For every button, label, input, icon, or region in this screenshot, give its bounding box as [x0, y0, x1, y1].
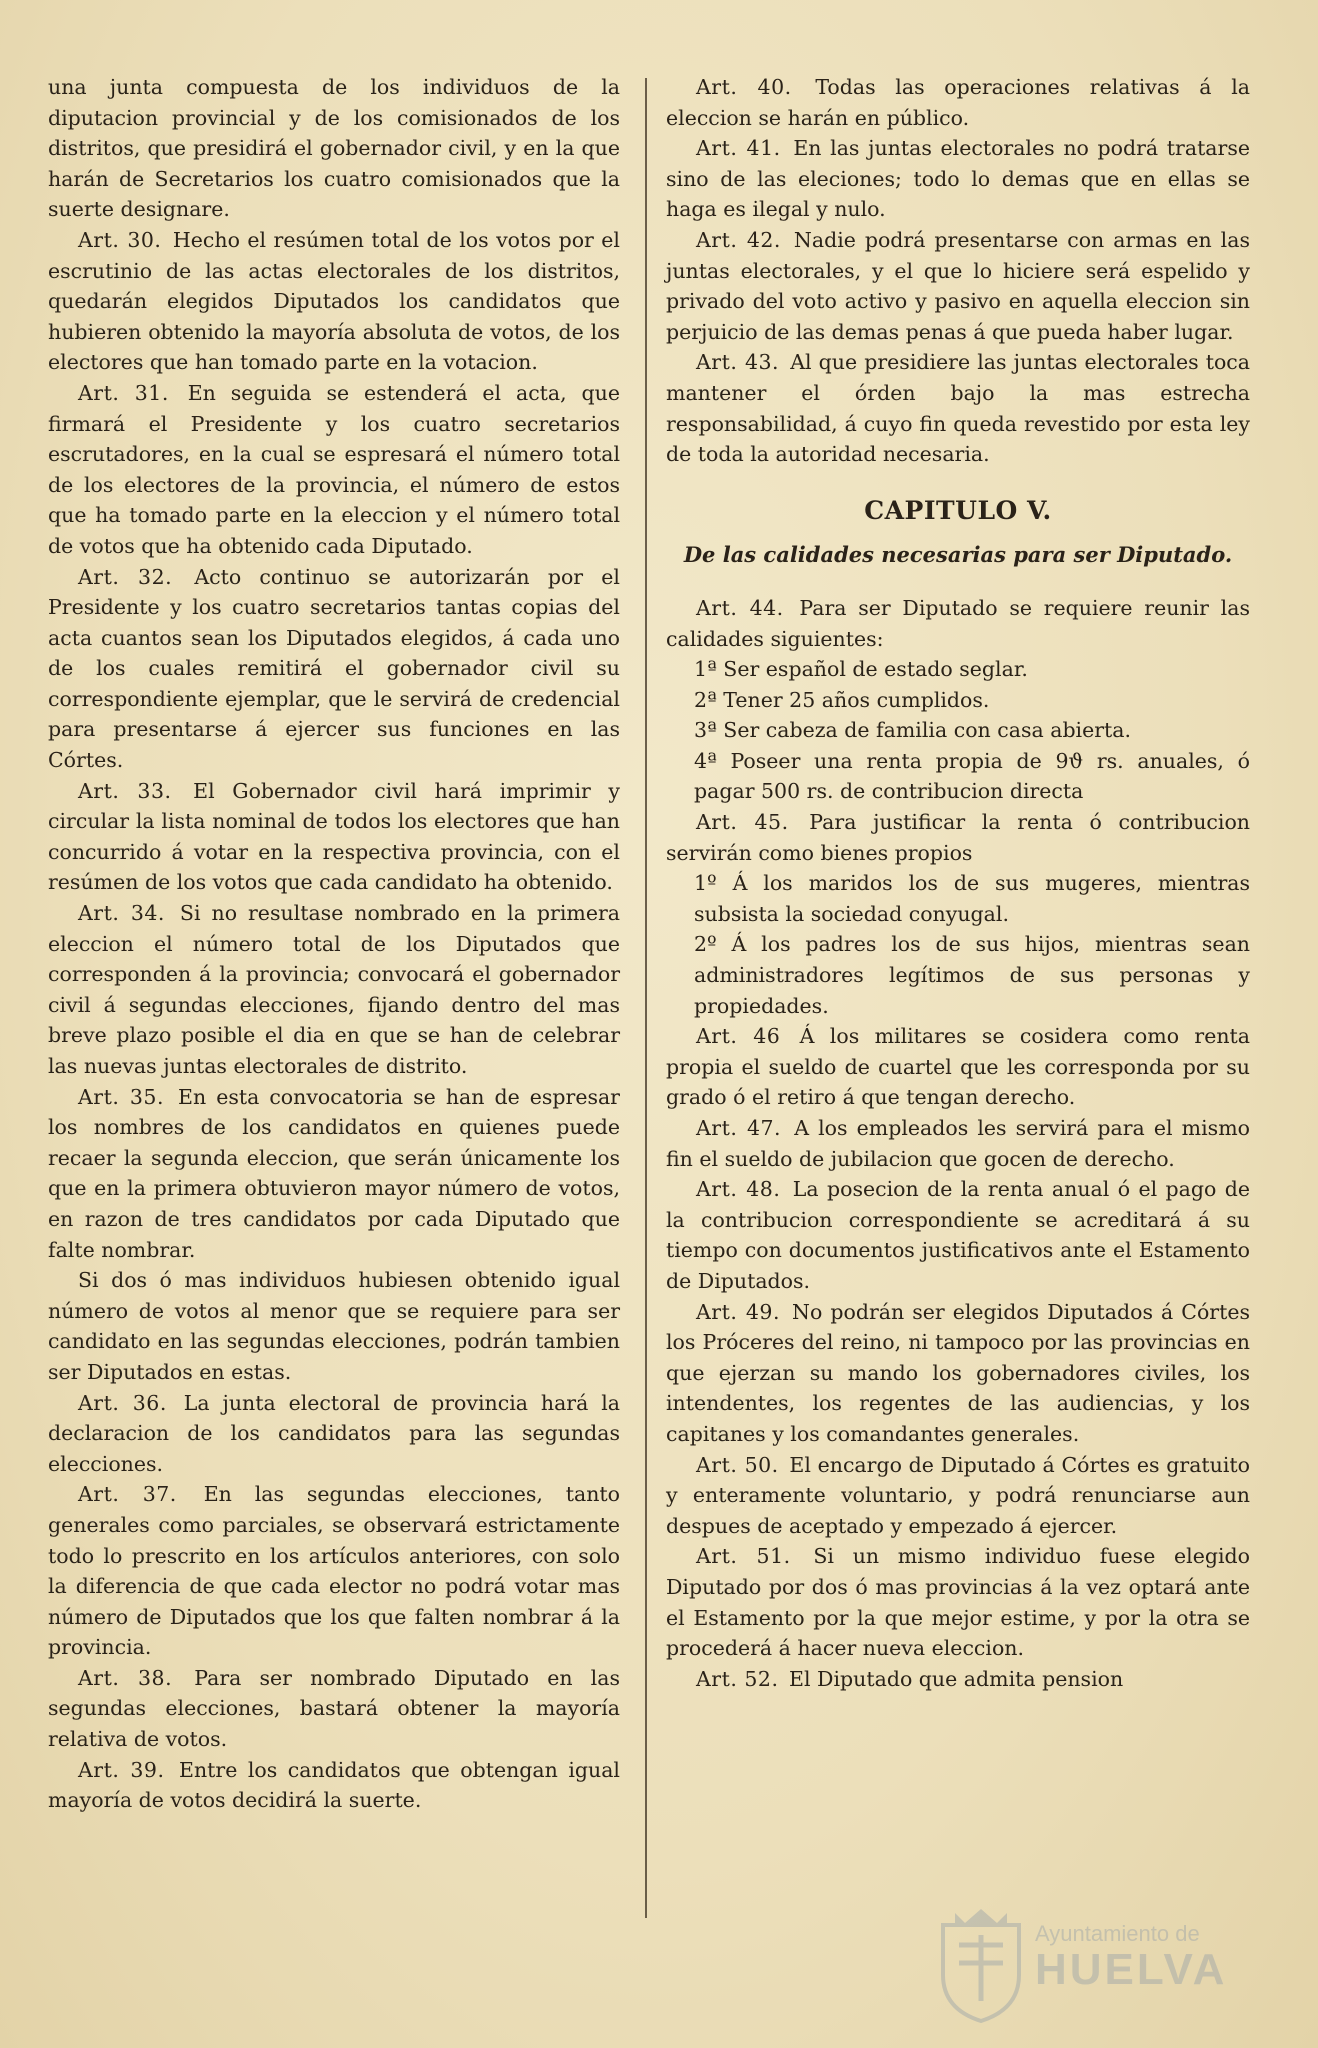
article-text: En las segundas elecciones, tanto generales como parciales, se observará estrictamente todo lo prescrito en los artículos anteriores, con solo la diferencia de que cada elector no podrá votar mas número de Diputados que los que falten nombrar á la provincia. — [48, 1482, 620, 1660]
article-49 — [666, 1297, 1250, 1450]
article-number: Art. 38. — [78, 1665, 173, 1690]
article-text: La posecion de la renta anual ó el pago de la contribucion correspondiente se acreditará á su tiempo con documentos justificativos ante el Estamento de Diputados. — [666, 1177, 1250, 1293]
article-36 — [48, 1388, 620, 1480]
article-text: En las juntas electorales no podrá tratarse sino de las eleciones; todo lo demas que en ellas se haga es ilegal y nulo. — [666, 136, 1250, 222]
paragraph-text: Si dos ó mas individuos hubiesen obtenido igual número de votos al menor que se requiere para ser candidato en las segundas elecciones, podrán tambien ser Diputados en estas. — [48, 1268, 620, 1384]
article-text: Si no resultase nombrado en la primera eleccion el número total de los Diputados que corresponden á la provincia; convocará el gobernador civil á segundas elecciones, fijando dentro del mas breve plazo posible el dia en que se han de celebrar las nuevas juntas electorales de distrito. — [48, 901, 620, 1078]
list-item: 1ª Ser español de estado seglar. — [694, 657, 1028, 682]
article-number: Art. 39. — [78, 1757, 165, 1782]
watermark — [935, 1905, 1265, 2025]
article-41 — [666, 133, 1250, 225]
article-number: Art. 46 — [696, 1024, 781, 1049]
article-39 — [48, 1755, 620, 1816]
article-34 — [48, 898, 620, 1082]
article-51 — [666, 1541, 1250, 1663]
article-text: Nadie podrá presentarse con armas en las juntas electorales, y el que lo hiciere será espelido y privado del voto activo y pasivo en aquella eleccion sin perjuicio de las demas penas á que pueda haber lugar. — [666, 227, 1250, 344]
article-text: La junta electoral de provincia hará la declaracion de los candidatos para las segundas elecciones. — [48, 1390, 620, 1476]
article-text: A los empleados les servirá para el mismo fin el sueldo de jubilacion que gocen de derecho. — [666, 1116, 1250, 1171]
article-number: Art. 51. — [696, 1544, 791, 1569]
article-number: Art. 32. — [78, 564, 173, 589]
article-number: Art. 41. — [696, 136, 781, 161]
article-52 — [666, 1664, 1250, 1695]
right-column — [666, 72, 1250, 1694]
article-text: Para ser nombrado Diputado en las segundas elecciones, bastará obtener la mayoría relativa de votos. — [48, 1665, 620, 1752]
left-column — [48, 72, 620, 1816]
article-31 — [48, 378, 620, 562]
list-item: 2ª Tener 25 años cumplidos. — [694, 687, 990, 712]
coat-of-arms-icon — [935, 1905, 1027, 2023]
watermark-text: Ayuntamiento de — [1035, 1921, 1200, 1946]
article-text: El Gobernador civil hará imprimir y circular la lista nominal de todos los electores que han concurrido á votar en la respectiva provincia, con el resúmen de los votos que cada candidato ha obtenido. — [48, 778, 620, 895]
article-number: Art. 34. — [78, 901, 165, 926]
article-text: El encargo de Diputado á Córtes es gratuito y enteramente voluntario, y podrá renunciarse aun despues de aceptado y empezado á ejercer. — [666, 1452, 1250, 1538]
list-item: 4ª Poseer una renta propia de 9ϑ rs. anuales, ó pagar 500 rs. de contribucion directa — [694, 748, 1250, 804]
article-38 — [48, 1663, 620, 1755]
article-text: Para justificar la renta ó contribucion servirán como bienes propios — [666, 810, 1250, 865]
article-42 — [666, 225, 1250, 347]
article-text: Entre los candidatos que obtengan igual mayoría de votos decidirá la suerte. — [48, 1757, 620, 1813]
article-number: Art. 52. — [696, 1666, 779, 1691]
article-46 — [666, 1021, 1250, 1113]
list-item: 2º Á los padres los de sus hijos, mientras sean administradores legítimos de sus personas y propiedades. — [694, 932, 1250, 1018]
article-35 — [48, 1082, 620, 1266]
chapter-title: CAPITULO V. — [864, 495, 1052, 525]
article-30 — [48, 225, 620, 378]
article-number: Art. 33. — [78, 778, 172, 803]
article-number: Art. 31. — [78, 380, 169, 405]
paragraph — [48, 72, 620, 225]
article-40 — [666, 72, 1250, 133]
article-number: Art. 50. — [696, 1452, 779, 1477]
watermark-city: HUELVA — [1035, 1945, 1228, 1994]
article-text: Si un mismo individuo fuese elegido Diputado por dos ó mas provincias á la vez optará ante el Estamento por la que mejor estime, y por la otra se procederá á hacer nueva eleccion. — [666, 1544, 1250, 1661]
article-44 — [666, 593, 1250, 654]
article-number: Art. 48. — [696, 1177, 781, 1202]
article-43 — [666, 347, 1250, 469]
article-text: En seguida se estenderá el acta, que firmará el Presidente y los cuatro secretarios escrutadores, en la cual se espresará el número total de los electores de la provincia, el número de estos que ha tomado parte en la eleccion y el número total de votos que ha obtenido cada Diputado. — [48, 380, 620, 558]
paragraph — [48, 1265, 620, 1387]
list-item: 3ª Ser cabeza de familia con casa abierta. — [694, 718, 1132, 743]
article-number: Art. 47. — [696, 1116, 782, 1140]
article-33 — [48, 776, 620, 898]
paragraph-text: una junta compuesta de los individuos de la diputacion provincial y de los comisionados de los distritos, que presidirá el gobernador civil, y en la que harán de Secretarios los cuatro comisionados que la suerte designare. — [48, 75, 620, 222]
article-32 — [48, 562, 620, 776]
article-text: Todas las operaciones relativas á la eleccion se harán en público. — [666, 75, 1250, 130]
article-text: Á los militares se cosidera como renta propia el sueldo de cuartel que les corresponda por su grado ó el retiro á que tengan derecho. — [666, 1024, 1250, 1110]
article-37 — [48, 1479, 620, 1663]
article-number: Art. 30. — [78, 227, 162, 252]
article-number: Art. 43. — [696, 350, 780, 375]
article-text: Hecho el resúmen total de los votos por el escrutinio de las actas electorales de los distritos, quedarán elegidos Diputados los candidatos que hubieren obtenido la mayoría absoluta de votos, de los electores que han tomado parte en la votacion. — [48, 227, 620, 375]
article-text: El Diputado que admita pension — [789, 1666, 1124, 1691]
article-number: Art. 44. — [696, 595, 784, 620]
article-number: Art. 42. — [696, 227, 781, 252]
chapter-subtitle: De las calidades necesarias para ser Diputado. — [683, 542, 1233, 568]
article-number: Art. 49. — [696, 1299, 780, 1324]
article-text: Para ser Diputado se requiere reunir las calidades siguientes: — [666, 595, 1250, 651]
article-number: Art. 45. — [696, 810, 789, 835]
article-number: Art. 35. — [78, 1084, 164, 1109]
article-45 — [666, 807, 1250, 868]
article-47 — [666, 1113, 1250, 1174]
article-number: Art. 37. — [78, 1482, 177, 1507]
article-text: Acto continuo se autorizarán por el Presidente y los cuatro secretarios tantas copias del acta cuantos sean los Diputados elegidos, á cada uno de los cuales remitirá el gobernador civil su correspondiente ejemplar, que le servirá de credencial para presentarse á ejercer sus funciones en las Córtes. — [48, 564, 620, 773]
list-item: 1º Á los maridos los de sus mugeres, mientras subsista la sociedad conyugal. — [694, 871, 1250, 926]
article-number: Art. 40. — [696, 75, 792, 99]
article-text: En esta convocatoria se han de espresar los nombres de los candidatos en quienes puede recaer la segunda eleccion, que serán únicamente los que en la primera obtuvieron mayor número de votos, en razon de tres candidatos por cada Diputado que falte nombrar. — [48, 1084, 620, 1262]
article-48 — [666, 1174, 1250, 1296]
article-text: No podrán ser elegidos Diputados á Córtes los Próceres del reino, ni tampoco por las provincias en que ejerzan su mando los gobernadores civiles, los intendentes, los regentes de las audiencias, y los capitanes y los comandantes generales. — [666, 1299, 1250, 1446]
article-number: Art. 36. — [78, 1390, 167, 1415]
article-50 — [666, 1450, 1250, 1542]
column-divider — [645, 78, 647, 1918]
article-text: Al que presidiere las juntas electorales toca mantener el órden bajo la mas estrecha responsabilidad, á cuyo fin queda revestido por esta ley de toda la autoridad necesaria. — [666, 350, 1250, 467]
